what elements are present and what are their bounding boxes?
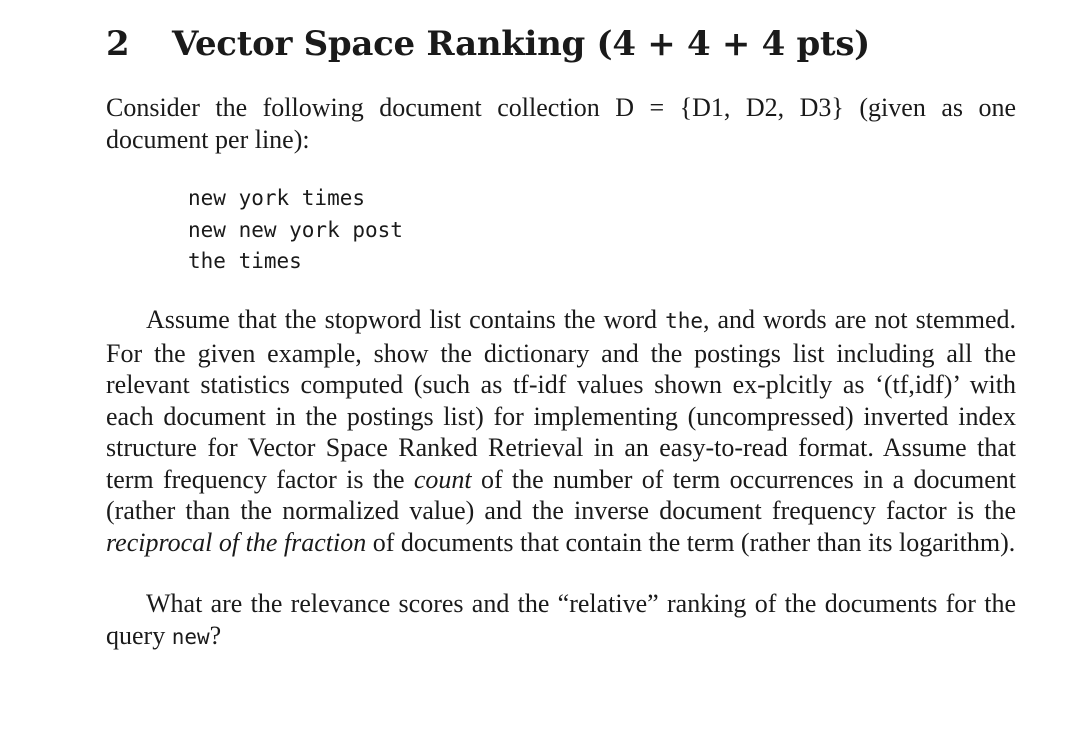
intro-paragraph: Consider the following document collection D = {D1, D2, D3} (given as one document per line): — [106, 93, 1016, 154]
document-line: the times — [188, 249, 302, 273]
document-line: new york times — [188, 186, 366, 210]
stopword-code: the — [665, 309, 703, 333]
section-number: 2 — [106, 24, 130, 64]
document-line: new new york post — [188, 217, 403, 242]
question-paragraph — [106, 588, 1016, 653]
assumption-text: Assume that the stopword list contains the word — [146, 305, 658, 334]
section-title: Vector Space Ranking (4 + 4 + 4 pts) — [172, 24, 870, 64]
section-heading — [106, 22, 870, 66]
assumptions-paragraph — [106, 304, 1016, 558]
assumption-text: of documents that contain the term (rather than its logarithm). — [372, 527, 1016, 557]
emphasis-count: count — [413, 464, 472, 494]
question-text: What are the relevance scores and the “relative” ranking of the documents for the query — [106, 589, 1016, 650]
question-mark: ? — [209, 620, 222, 650]
emphasis-reciprocal: reciprocal of the fraction — [106, 527, 367, 557]
document-collection — [188, 183, 403, 278]
assumption-text: of the number of term occurrences in a document (rather than the normalized value) and the inverse document frequency factor is the — [106, 464, 1017, 525]
query-code: new — [171, 624, 210, 649]
assumption-text: , and words are not stemmed. For the given example, show the dictionary and the postings list including all the relevant statistics computed (such as tf-idf values shown ex-plcitly as ‘(tf,idf)’ with each document in the postings list) for implementing (uncompressed) inverted index structure for Vector Space Ranked Retrieval in an easy-to-read format. Assume that term frequency factor is the — [106, 305, 1016, 494]
